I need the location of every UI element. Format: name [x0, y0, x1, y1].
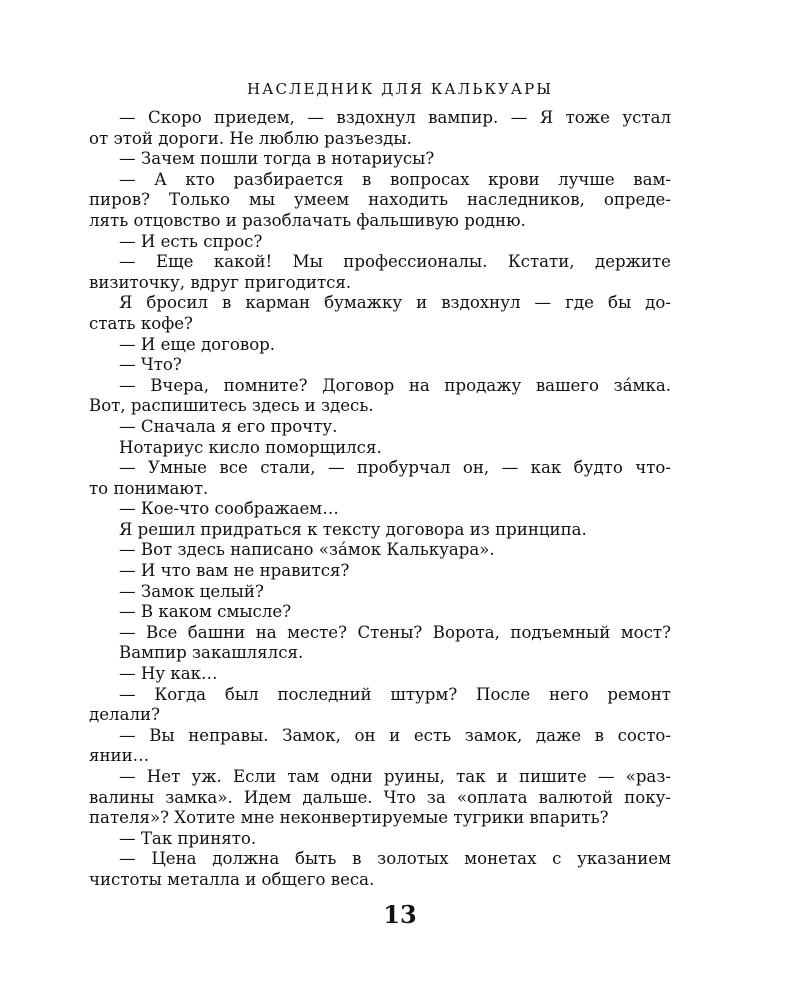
- text-line: — Сначала я его прочту.: [119, 416, 338, 436]
- text-line: делали?: [89, 705, 160, 725]
- text-line: лять отцовство и разоблачать фальшивую родню.: [89, 210, 526, 230]
- text-line: — Зачем пошли тогда в нотариусы?: [119, 149, 435, 169]
- text-line: — Еще какой! Мы профессионалы. Кстати, держите: [119, 252, 671, 272]
- text-line: пиров? Только мы умеем находить наследников, опреде-: [89, 190, 671, 210]
- text-line: — Нет уж. Если там одни руины, так и пишите — «раз-: [119, 767, 671, 786]
- text-line: — Кое-что соображаем…: [119, 499, 339, 519]
- text-line: Я бросил в карман бумажку и вздохнул — где бы до-: [119, 293, 671, 313]
- text-line: — Ну как…: [119, 664, 218, 684]
- text-line: — И что вам не нравится?: [119, 561, 350, 581]
- text-line: — Вчера, помните? Договор на продажу вашего за́мка.: [119, 375, 671, 395]
- text-line: то понимают.: [89, 478, 209, 498]
- text-line: — А кто разбирается в вопросах крови лучше вам-: [119, 169, 671, 189]
- text-line: стать кофе?: [89, 313, 193, 333]
- body-text: [89, 108, 671, 891]
- text-line: — Что?: [119, 355, 182, 375]
- text-line: — И есть спрос?: [119, 231, 263, 251]
- text-line: — Так принято.: [119, 828, 257, 848]
- text-line: — Скоро приедем, — вздохнул вампир. — Я тоже устал: [119, 108, 671, 127]
- text-line: Я решил придраться к тексту договора из принципа.: [119, 519, 587, 539]
- text-line: — Цена должна быть в золотых монетах с указанием: [119, 849, 671, 869]
- text-line: визиточку, вдруг пригодится.: [89, 272, 352, 292]
- text-line: янии…: [89, 746, 150, 766]
- text-line: Вампир закашлялся.: [119, 643, 304, 663]
- text-line: — Все башни на месте? Стены? Ворота, подъемный мост?: [119, 622, 671, 642]
- text-line: валины замка». Идем дальше. Что за «оплата валютой поку-: [89, 787, 671, 807]
- text-line: — Замок целый?: [119, 581, 264, 601]
- text-line: — Умные все стали, — пробурчал он, — как будто что-: [119, 458, 671, 478]
- text-line: от этой дороги. Не люблю разъезды.: [89, 128, 412, 148]
- text-line: — В каком смысле?: [119, 602, 292, 622]
- text-line: пателя»? Хотите мне неконвертируемые тугрики впарить?: [89, 808, 609, 828]
- text-line: — Когда был последний штурм? После него ремонт: [119, 684, 671, 704]
- running-head: НАСЛЕДНИК ДЛЯ КАЛЬКУАРЫ: [247, 80, 553, 98]
- page-number: 13: [383, 900, 417, 929]
- text-line: — И еще договор.: [119, 334, 276, 354]
- text-line: Нотариус кисло поморщился.: [119, 437, 382, 457]
- text-line: — Вы неправы. Замок, он и есть замок, даже в состо-: [119, 725, 671, 745]
- text-line: Вот, распишитесь здесь и здесь.: [89, 396, 374, 416]
- text-line: чистоты металла и общего веса.: [89, 869, 375, 889]
- text-line: — Вот здесь написано «за́мок Калькуара».: [119, 540, 495, 560]
